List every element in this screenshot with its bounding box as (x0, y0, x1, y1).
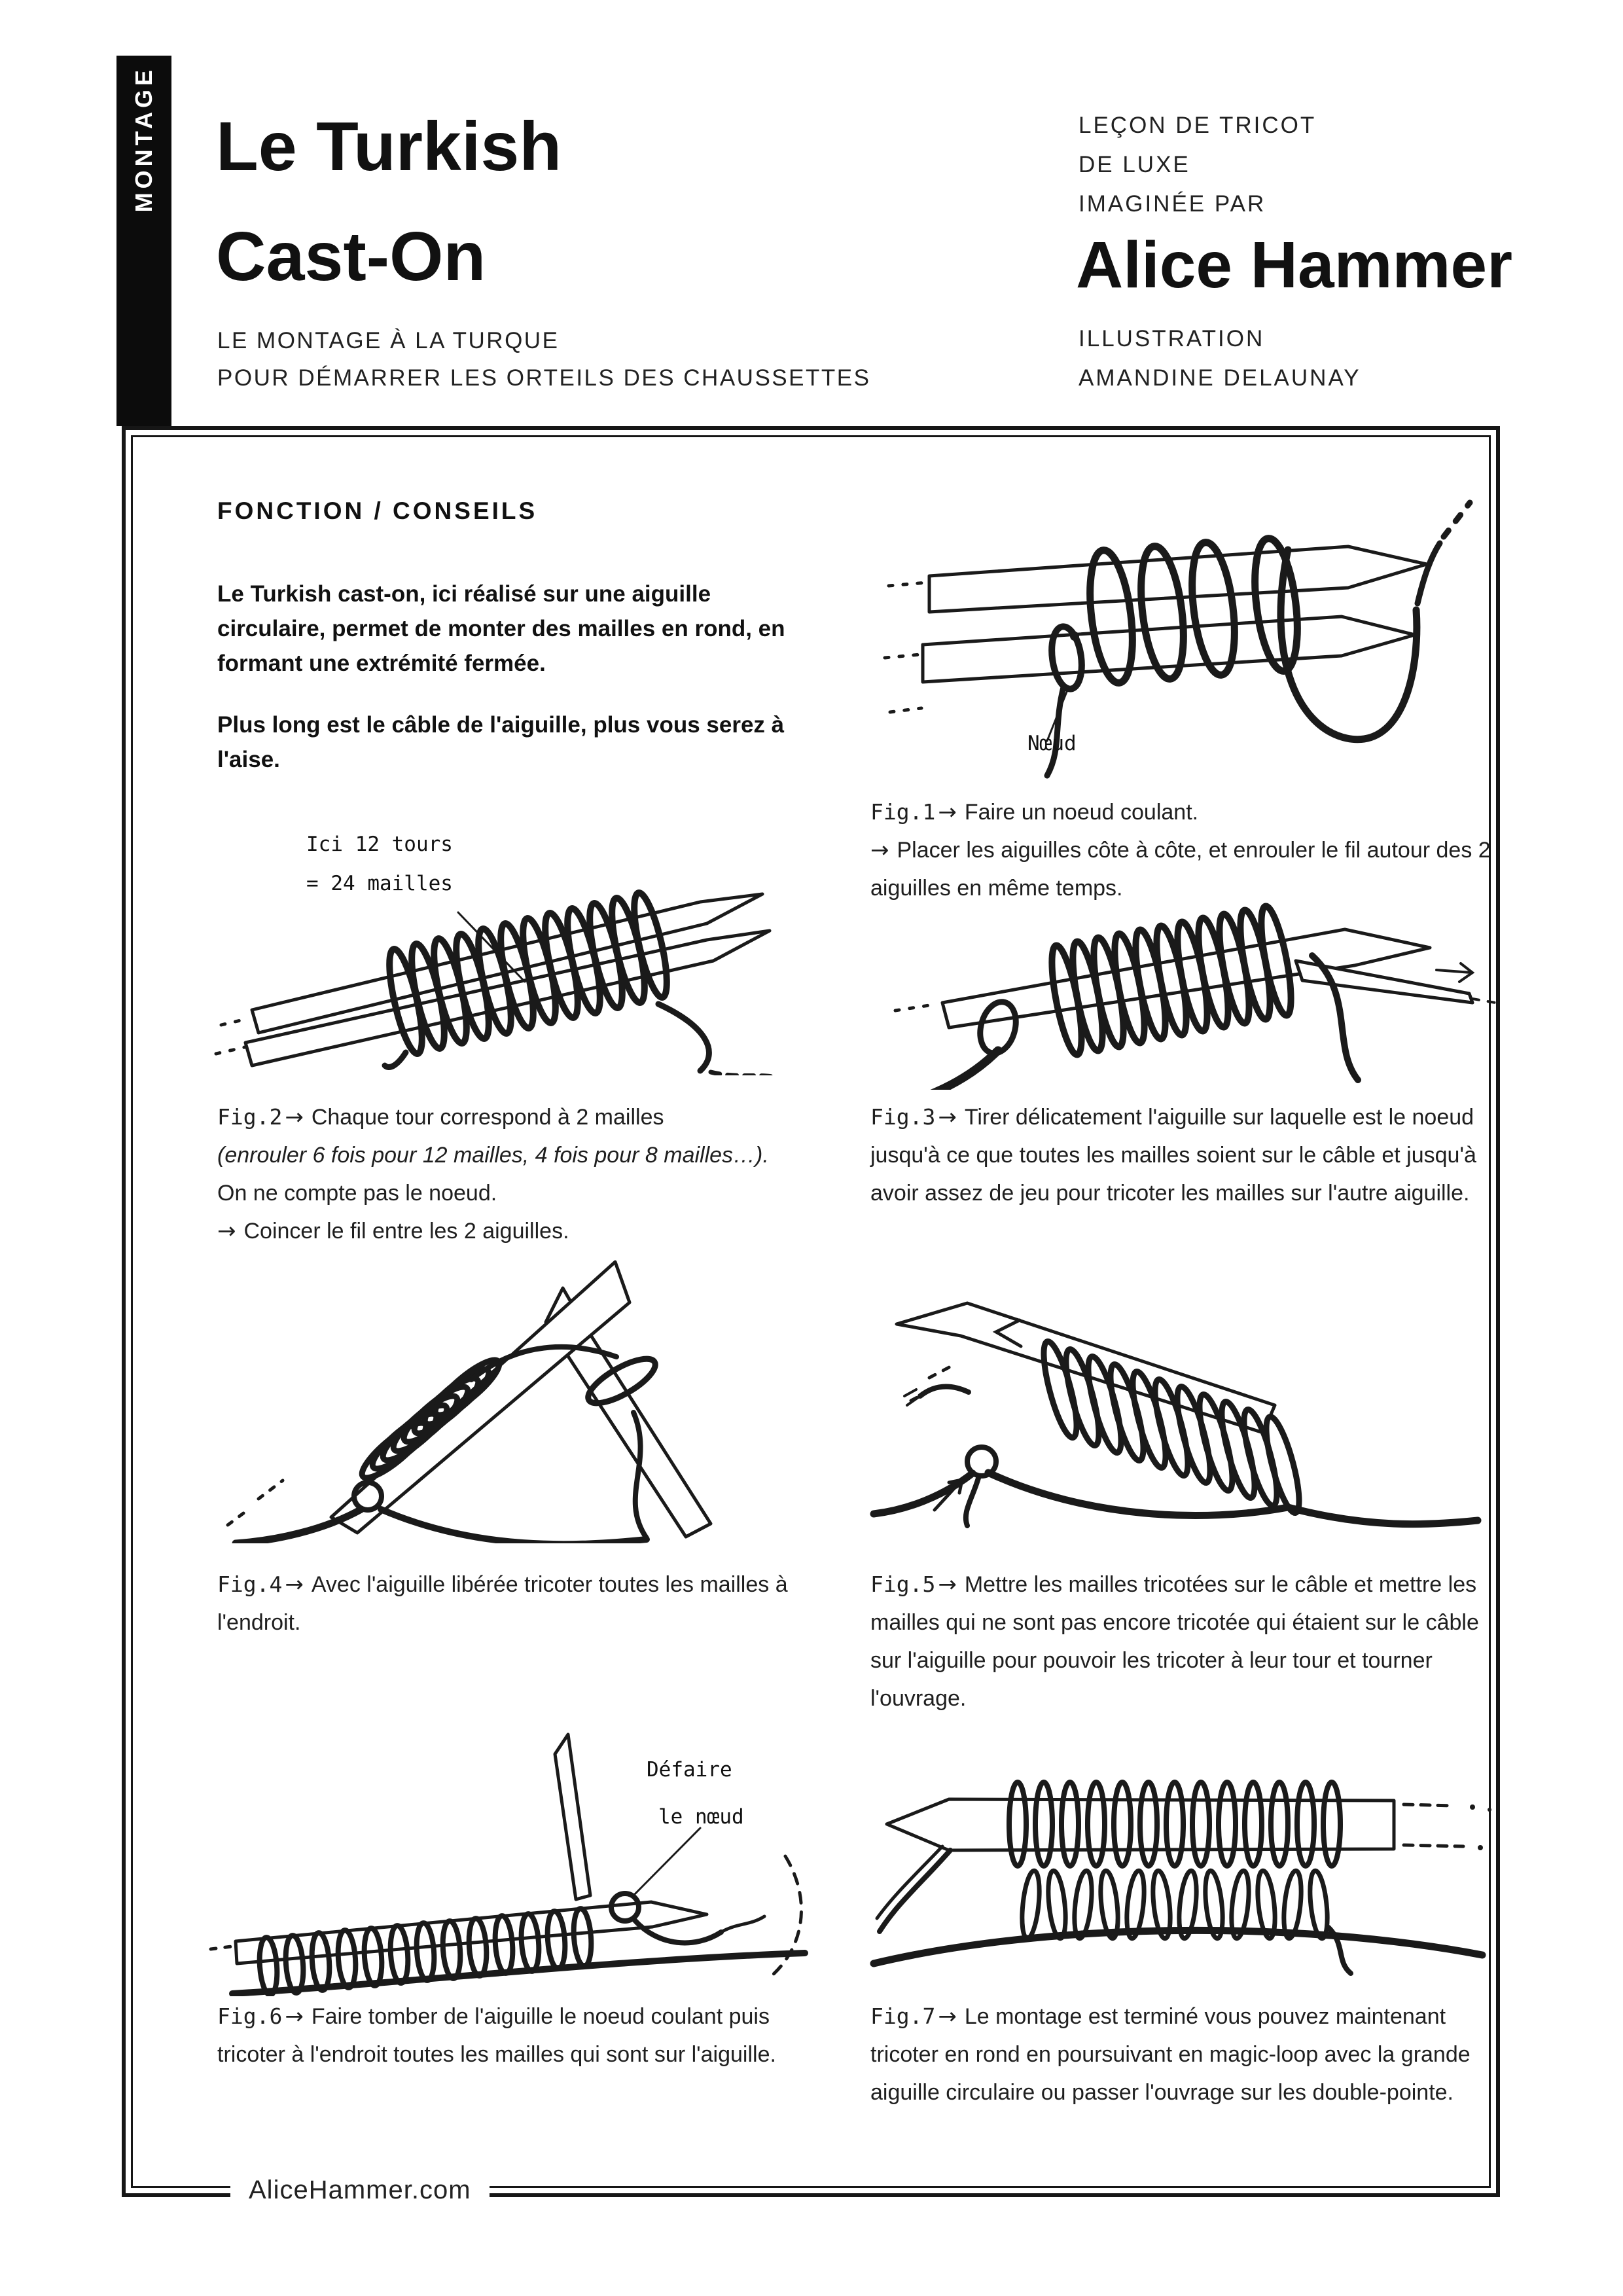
fig2-caption-text-2: On ne compte pas le noeud. (217, 1181, 497, 1206)
fig5-drawing (851, 1240, 1505, 1535)
fig2-caption-text-1: Chaque tour correspond à 2 mailles (311, 1105, 664, 1130)
knitting-needle-tip (555, 1734, 590, 1899)
author-name: Alice Hammer (1076, 228, 1512, 302)
fig3-drawing (851, 831, 1505, 1090)
fig2-annotation-line-2: = 24 mailles (306, 872, 453, 895)
arrow-glyph: → (285, 1104, 304, 1130)
lesson-line-1: LEÇON DE TRICOT (1079, 113, 1317, 138)
knitting-needle (331, 1262, 630, 1533)
fig7-illustration (851, 1712, 1505, 1977)
fig6-annotation-line-2: le nœud (658, 1805, 744, 1829)
annotation-leader-line (633, 1828, 700, 1895)
illustration-credit (1079, 319, 1361, 398)
yarn-fray (721, 1916, 764, 1932)
website-footer: AliceHammer.com (230, 2172, 490, 2208)
direction-arrow-icon (1436, 963, 1472, 982)
fig5-illustration (851, 1240, 1505, 1535)
cable (381, 1509, 647, 1543)
lesson-line-3: IMAGINÉE PAR (1079, 191, 1266, 217)
fig5-caption (870, 1566, 1499, 1717)
fig1-caption-text-2: Placer les aiguilles côte à côte, et enrouler le fil autour des 2 aiguilles en même temps. (870, 838, 1491, 901)
cable (874, 1930, 1482, 1964)
intro-paragraph-2: Plus long est le câble de l'aiguille, plus vous serez à l'aise. (217, 712, 785, 772)
fig5-caption-text: Mettre les mailles tricotées sur le câble et mettre les mailles qui ne sont pas encore tricotée qui étaient sur le câble sur l'aiguille pour pouvoir les tricoter à leur tour et tourner l'ouvrage. (870, 1572, 1479, 1711)
arrow-glyph: → (285, 1571, 304, 1598)
cable (232, 1953, 805, 1994)
fig4-caption-label: Fig.4 (217, 1571, 283, 1597)
yarn-strand (658, 1004, 709, 1071)
fig6-annotation-line-1: Défaire (647, 1758, 732, 1782)
fig2-caption-text-italic: (enrouler 6 fois pour 12 mailles, 4 fois pour 8 mailles…). (217, 1143, 769, 1168)
fig4-caption (217, 1566, 819, 1641)
needle-dashed-ends (216, 1018, 249, 1054)
knitting-needle (923, 617, 1415, 682)
fig1-caption-text-1: Faire un noeud coulant. (964, 800, 1199, 825)
fig6-illustration (196, 1700, 818, 1996)
yarn-fray (904, 1390, 920, 1405)
fig6-caption-text: Faire tomber de l'aiguille le noeud coulant puis tricoter à l'endroit toutes les mailles qui sont sur l'aiguille. (217, 2004, 776, 2067)
needle-dashed-end (895, 1005, 929, 1011)
arrow-glyph: → (938, 2003, 957, 2030)
fig4-illustration (196, 1216, 818, 1543)
intro-paragraph-1: Le Turkish cast-on, ici réalisé sur une aiguille circulaire, permet de monter des mailles en rond, en formant une extrémité fermée. (217, 581, 785, 676)
title-line-1: Le Turkish (216, 108, 562, 185)
yarn-strand-dashed (1444, 503, 1470, 537)
fig3-illustration (851, 831, 1505, 1090)
fig2-annotation-line-1: Ici 12 tours (306, 833, 453, 856)
fig7-caption-label: Fig.7 (870, 2003, 936, 2029)
yarn-strand-dashed (711, 1072, 776, 1075)
montage-side-tab (116, 56, 171, 426)
lesson-line-2: DE LUXE (1079, 152, 1190, 177)
section-heading: FONCTION / CONSEILS (217, 497, 538, 524)
fig2-caption-text-3: Coincer le fil entre les 2 aiguilles. (243, 1219, 569, 1244)
yarn-dashed-wisps (911, 1365, 954, 1401)
arrow-glyph: → (938, 1104, 957, 1130)
cable-dashed-ends (228, 1480, 283, 1525)
fig4-caption-text: Avec l'aiguille libérée tricoter toutes les mailles à l'endroit. (217, 1572, 788, 1635)
illustrator-name: AMANDINE DELAUNAY (1079, 365, 1361, 391)
fig7-drawing (851, 1712, 1505, 1977)
page-subtitle (217, 322, 870, 397)
fig3-caption-text: Tirer délicatement l'aiguille sur laquelle est le noeud jusqu'à ce que toutes les mailles soient sur le câble et jusqu'à avoir assez de jeu pour tricoter les mailles sur l'autre aiguille. (870, 1105, 1476, 1206)
fig4-drawing (196, 1216, 818, 1543)
fig2-caption-label: Fig.2 (217, 1104, 283, 1130)
fig2-drawing (196, 817, 818, 1075)
arrow-glyph: → (217, 1218, 236, 1244)
lesson-kicker (1079, 106, 1316, 224)
fig7-caption (870, 1998, 1499, 2111)
subtitle-line-1: LE MONTAGE À LA TURQUE (217, 328, 560, 353)
fig1-caption-label: Fig.1 (870, 799, 936, 825)
arrow-glyph: → (938, 799, 957, 825)
yarn-strand (877, 1846, 942, 1918)
title-line-2: Cast-On (216, 218, 486, 295)
page-title (216, 92, 562, 312)
yarn-strand (1418, 543, 1440, 603)
fig6-drawing (196, 1700, 818, 1996)
needle-dashed-ends (885, 583, 927, 712)
fig5-caption-label: Fig.5 (870, 1571, 936, 1597)
fig1-annotation: Nœud (1027, 732, 1077, 755)
fig6-caption (217, 1998, 819, 2073)
needle-dashed-end (211, 1946, 232, 1949)
fig3-caption (870, 1098, 1492, 1212)
slip-knot-tail (385, 1052, 406, 1067)
yarn-dashed-arc (772, 1856, 801, 1975)
yarn-strand (920, 1386, 969, 1396)
yarn-strand (966, 1476, 979, 1526)
fig6-caption-label: Fig.6 (217, 2003, 283, 2029)
fig1-illustration (851, 452, 1492, 782)
fig7-caption-text: Le montage est terminé vous pouvez maintenant tricoter en rond en poursuivant en magic-loop avec la grande aiguille circulaire ou passer l'ouvrage sur les double-pointe. (870, 2004, 1471, 2105)
subtitle-line-2: POUR DÉMARRER LES ORTEILS DES CHAUSSETTES (217, 365, 871, 391)
fig2-illustration (196, 817, 818, 1075)
montage-tab-label: MONTAGE (130, 66, 157, 213)
fig3-caption-label: Fig.3 (870, 1104, 936, 1130)
illustration-label: ILLUSTRATION (1079, 326, 1265, 351)
fig1-drawing (851, 452, 1492, 782)
cable-dashed-end (1472, 999, 1495, 1003)
arrow-glyph: → (938, 1571, 957, 1598)
yarn-strand (880, 1850, 950, 1931)
cable (870, 1050, 998, 1090)
needle-dashed-end (1404, 1804, 1463, 1846)
arrow-glyph: → (285, 2003, 304, 2030)
arrow-glyph: → (870, 837, 889, 863)
